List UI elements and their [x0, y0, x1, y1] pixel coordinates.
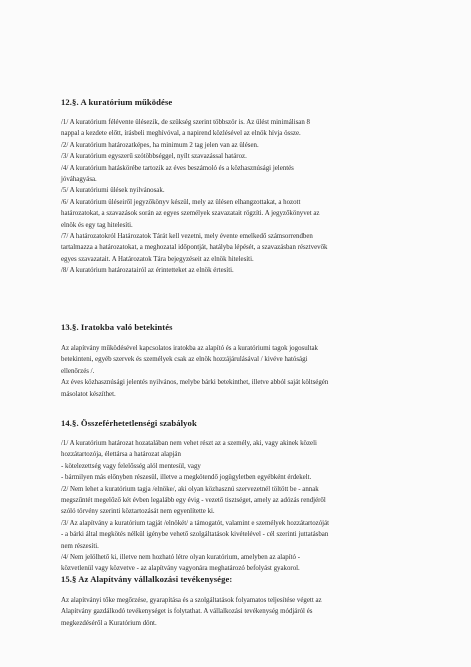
- text-line: Az alapítványi tőke megőrzése, gyarapítása és a szolgáltatások folyamatos teljesítése végett az: [61, 597, 322, 604]
- text-line: tartalmazza a határozatokat, a meghozatal időpontját, hatályba lépését, a szavazásban résztvevők: [61, 244, 328, 252]
- section-15: [61, 574, 419, 585]
- text-line: nem részesíti.: [61, 542, 99, 550]
- section-14: [61, 418, 419, 429]
- section-heading: 13.§. Iratokba való betekintés: [61, 322, 173, 332]
- text-line: határozatokat, a szavazások során az egyes személyek szavazatait rögzíti. A jegyzőkönyvet az: [61, 210, 320, 218]
- text-line: Az éves közhasznúsági jelentés nyilvános, melybe bárki betekinthet, illetve abból saját költségén: [61, 379, 329, 387]
- text-line: - a bárki által megkötés nélkül igénybe vehető szolgáltatások kivételével - cél szerinti juttatásban: [61, 531, 329, 539]
- paragraph: [61, 552, 419, 575]
- text-line: nappal a kezdete előtt, írásbeli meghívóval, a napirend közlésével az elnök hívja össze.: [61, 130, 301, 138]
- paragraph: [61, 231, 419, 265]
- section-15-body: [61, 595, 419, 629]
- paragraph: [61, 518, 419, 552]
- text-line: megszűntét megelőző két évben legalább egy évig - vezető tisztséget, amely az adózás rendjéről: [61, 497, 326, 505]
- paragraph: [61, 185, 419, 196]
- section-14-body: [61, 438, 419, 575]
- text-line: /6/ A kuratórium üléseiről jegyzőkönyv készül, mely az ülésen elhangzottakat, a hozott: [61, 198, 301, 206]
- text-line: jóváhagyása.: [61, 176, 97, 184]
- text-line: /3/ Az alapítvány a kuratórium tagját /elnökét/ a támogatót, valamint e személyek hozzátartozóját: [61, 519, 330, 527]
- paragraph: [61, 484, 419, 518]
- paragraph: [61, 163, 419, 186]
- text-line: /4/ A kuratórium hatáskörébe tartozik az éves beszámoló és a közhasznúsági jelentés: [61, 164, 294, 172]
- text-line: Alapítvány gazdálkodó tevékenységet is folytathat. A vállalkozási tevékenység módjáról és: [61, 608, 313, 616]
- paragraph: [61, 595, 419, 629]
- text-line: /7/ A határozatokról Határozatok Tárát kell vezetni, mely évente emelkedő számsorrendben: [61, 233, 313, 241]
- text-line: közvetlenül vagy közvetve - az alapítvány vagyonára meghatározó befolyást gyakorol.: [61, 565, 300, 573]
- paragraph: [61, 197, 419, 231]
- section-13-body: [61, 343, 419, 400]
- text-line: szóló törvény szerinti köztartozását nem egyenlítette ki.: [61, 508, 215, 516]
- section-12-body: [61, 117, 419, 277]
- text-line: Az alapítvány működésével kapcsolatos iratokba az alapító és a kuratóriumi tagok jogosultak: [61, 345, 318, 352]
- text-line: - bármilyen más előnyben részesül, illetve a megkötendő jogügyletben egyébként érdekelt.: [61, 474, 312, 482]
- text-line: /1/ A kuratórium félévente ülésezik, de szükség szerint többször is. Az ülést minimálisan 8: [61, 119, 310, 126]
- text-line: betekinteni, egyéb szervek és személyek csak az elnök hozzájárulásával / kivéve hatósági: [61, 356, 308, 364]
- text-line: /8/ A kuratórium határozatairól az érintetteket az elnök értesíti.: [61, 267, 234, 275]
- text-line: /2/ Nem lehet a kuratórium tagja /elnöke/, aki olyan közhasznú szervezetnél töltött be - annak: [61, 485, 319, 493]
- text-line: /1/ A kuratórium határozat hozatalában nem vehet részt az a személy, aki, vagy akinek közeli: [61, 440, 317, 447]
- paragraph: [61, 151, 419, 162]
- section-heading: 14.§. Összeférhetetlenségi szabályok: [61, 418, 197, 428]
- section-heading: 15.§ Az Alapítvány vállalkozási tevékenysége:: [61, 574, 233, 584]
- paragraph: [61, 265, 419, 276]
- text-line: megkezdéséről a Kuratórium dönt.: [61, 619, 157, 627]
- paragraph: [61, 117, 419, 140]
- text-line: hozzátartozója, élettársa a határozat alapján: [61, 451, 181, 459]
- section-heading: 12.§. A kuratórium működése: [61, 97, 173, 107]
- section-13: [61, 322, 419, 333]
- text-line: - kötelezettség vagy felelősség alól mentesül, vagy: [61, 462, 201, 470]
- paragraph: [61, 140, 419, 151]
- text-line: /3/ A kuratórium egyszerű szótöbbséggel, nyílt szavazással határoz.: [61, 153, 247, 161]
- paragraph: [61, 438, 419, 484]
- text-line: /4/ Nem jelölhető ki, illetve nem hozható létre olyan kuratórium, amelyben az alapító -: [61, 554, 300, 562]
- text-line: ellenőrzés /.: [61, 367, 95, 375]
- paragraph: [61, 377, 419, 400]
- text-line: egyes szavazatait. A Határozatok Tára bejegyzéseit az elnök hitelesíti.: [61, 255, 254, 263]
- section-12: [61, 97, 419, 108]
- text-line: másolatot készíthet.: [61, 390, 116, 398]
- text-line: /5/ A kuratóriumi ülések nyilvánosak.: [61, 187, 165, 195]
- paragraph: [61, 343, 419, 377]
- text-line: /2/ A kuratórium határozatképes, ha minimum 2 tag jelen van az ülésen.: [61, 141, 259, 149]
- text-line: elnök és egy tag hitelesíti.: [61, 221, 133, 229]
